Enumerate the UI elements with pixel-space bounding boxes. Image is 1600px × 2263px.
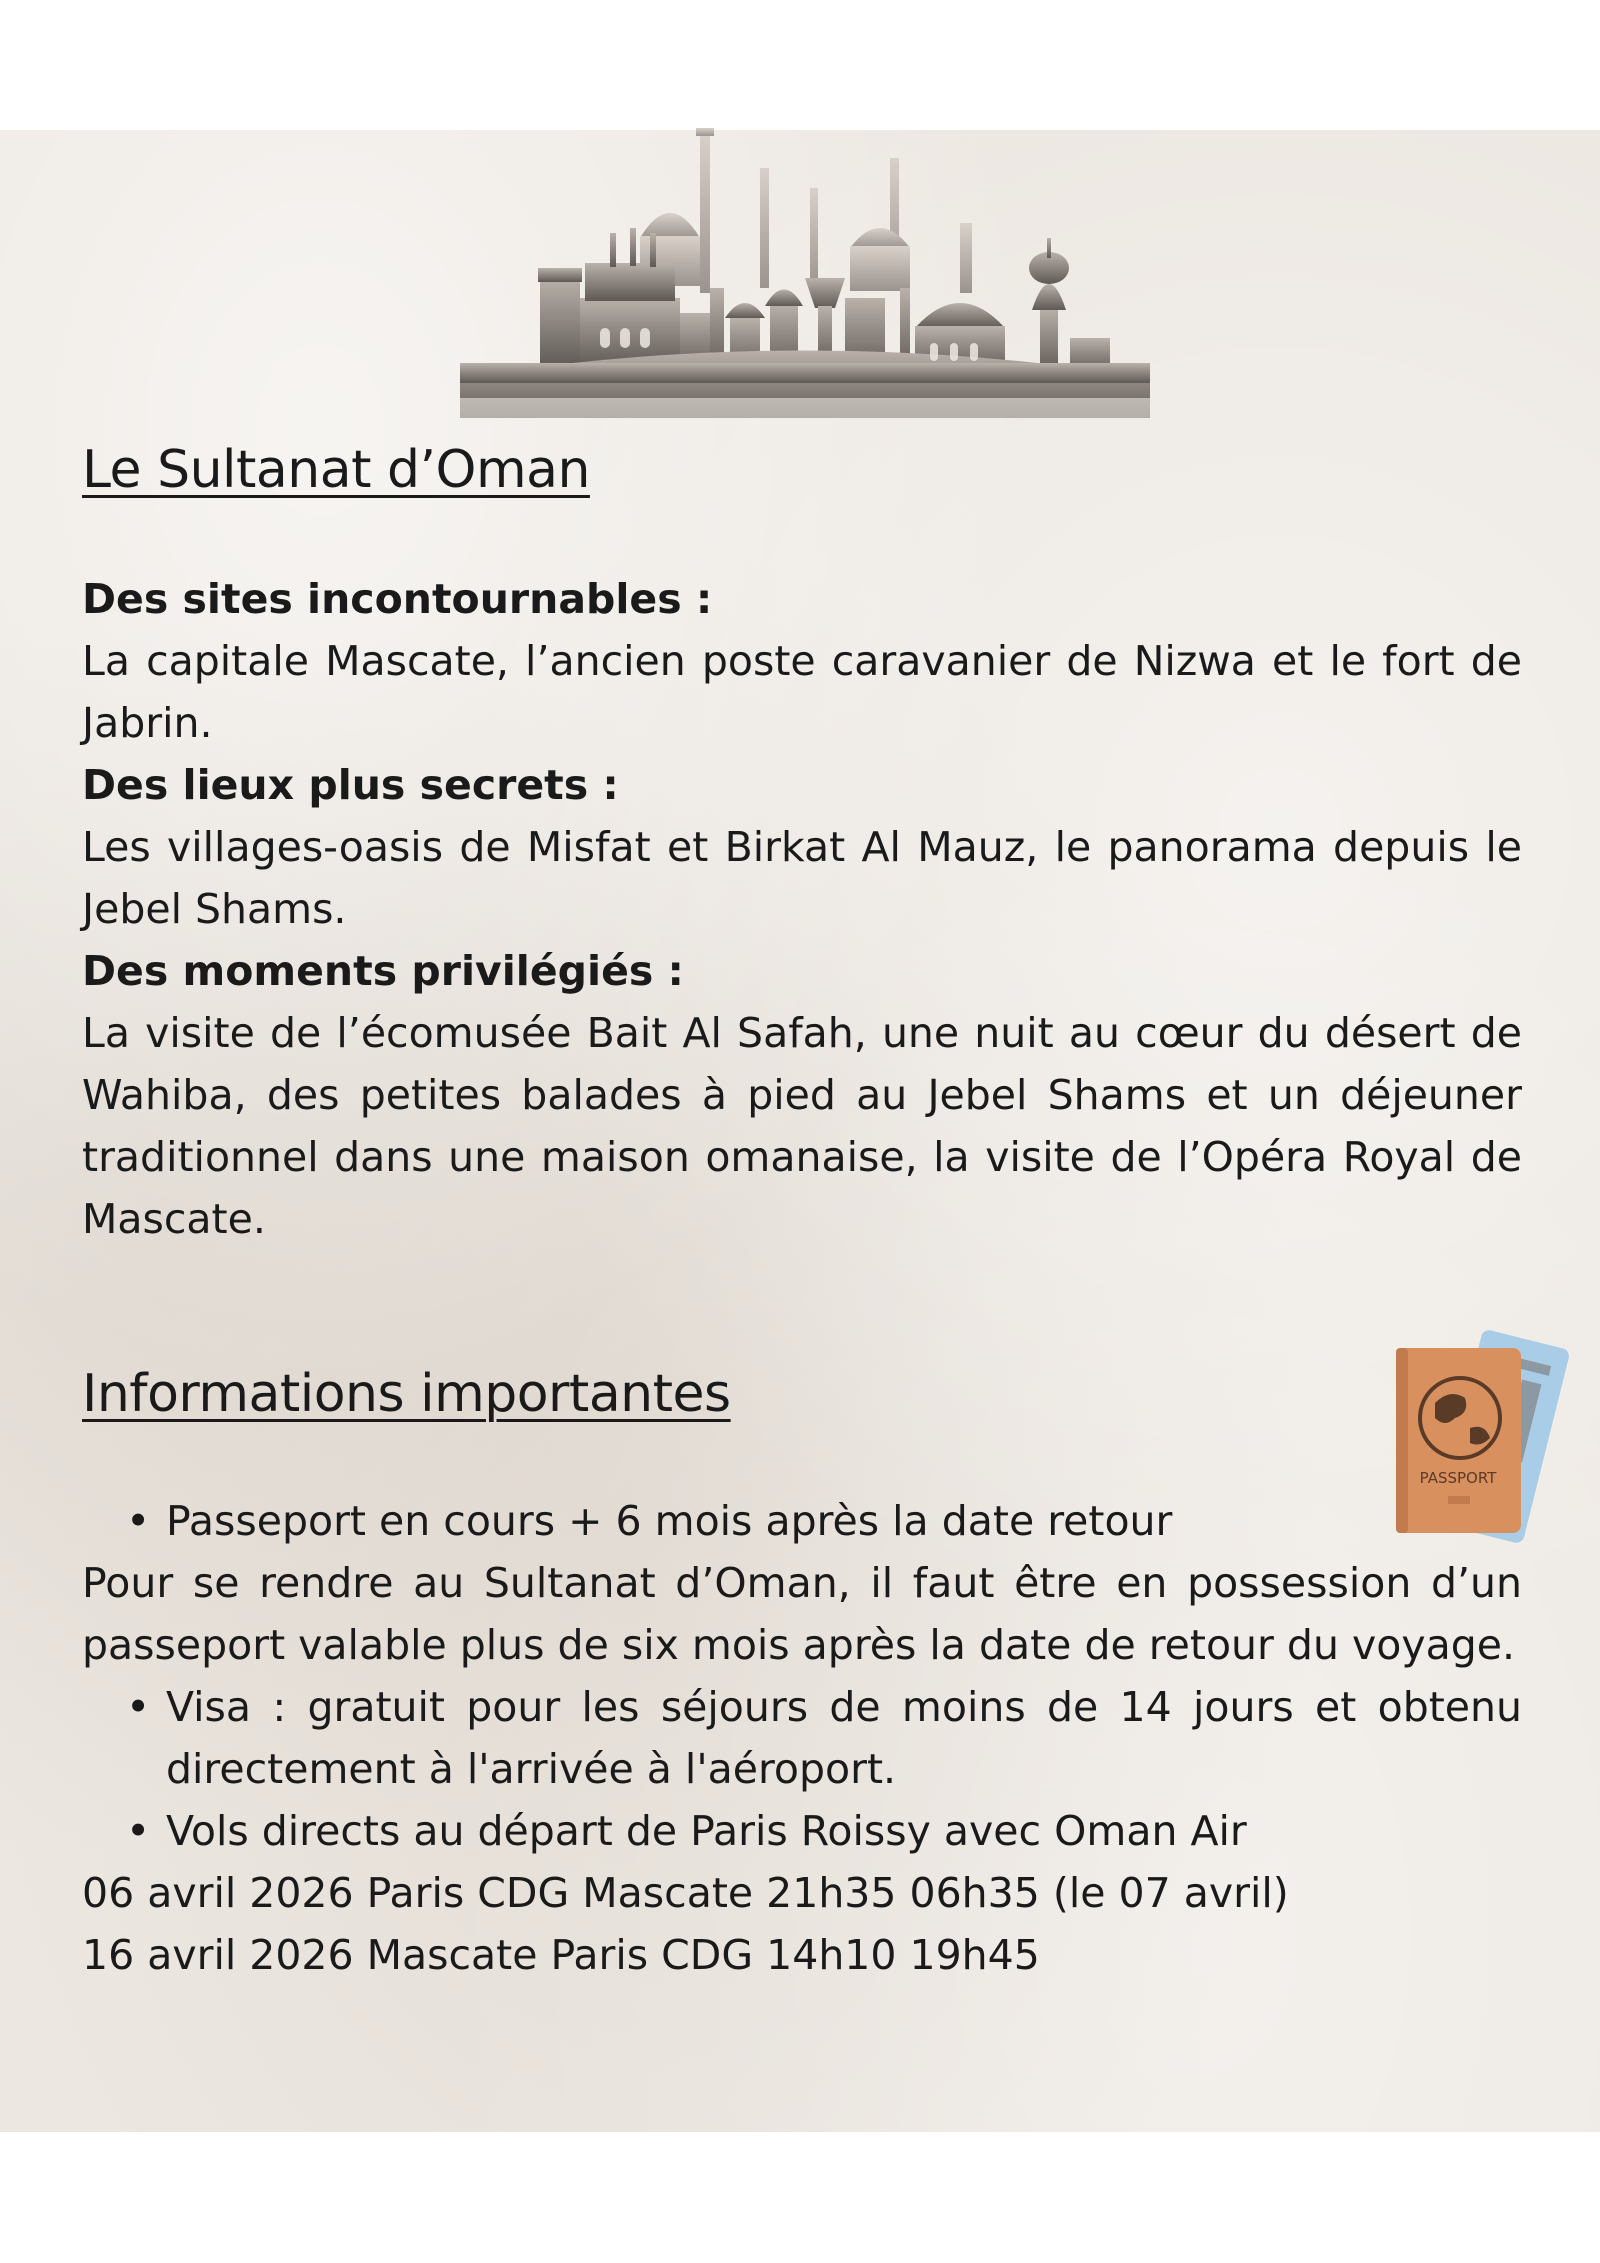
heading-moments: Des moments privilégiés : bbox=[82, 947, 684, 995]
text-moments: La visite de l’écomusée Bait Al Safah, une nuit au cœur du désert de Wahiba, des petites balades à pied au Jebel Shams et un déjeuner traditionnel dans une maison omanaise, la visite de l’Opéra Royal de Mascate. bbox=[82, 1009, 1522, 1243]
bullet-icon: • bbox=[126, 1807, 151, 1855]
passport-icon bbox=[1390, 1318, 1570, 1548]
section-oman bbox=[82, 440, 1522, 500]
heading-sites: Des sites incontournables : bbox=[82, 575, 713, 623]
list-item-visa bbox=[82, 1676, 1522, 1800]
text-passport-details: Pour se rendre au Sultanat d’Oman, il faut être en possession d’un passeport valable plus de six mois après la date de retour du voyage. bbox=[82, 1559, 1522, 1669]
info-list-2 bbox=[82, 1676, 1522, 1862]
text-secret-places: Les villages-oasis de Misfat et Birkat Al Mauz, le panorama depuis le Jebel Shams. bbox=[82, 823, 1522, 933]
section-info bbox=[82, 1364, 1522, 1424]
text-sites: La capitale Mascate, l’ancien poste caravanier de Nizwa et le fort de Jabrin. bbox=[82, 637, 1522, 747]
bullet-visa-text: Visa : gratuit pour les séjours de moins de 14 jours et obtenu directement à l'arrivée à l'aéroport. bbox=[166, 1683, 1522, 1793]
bullet-flights-text: Vols directs au départ de Paris Roissy avec Oman Air bbox=[166, 1807, 1247, 1855]
info-block bbox=[82, 1490, 1522, 1986]
heading-secret-places: Des lieux plus secrets : bbox=[82, 761, 619, 809]
info-list-1 bbox=[82, 1490, 1522, 1552]
list-item-passport bbox=[82, 1490, 1522, 1552]
skyline-illustration bbox=[460, 128, 1150, 418]
bullet-passport-text: Passeport en cours + 6 mois après la date retour bbox=[166, 1497, 1173, 1545]
bullet-icon: • bbox=[126, 1497, 151, 1545]
highlights-block bbox=[82, 568, 1522, 1250]
section-title-info: Informations importantes bbox=[82, 1364, 731, 1424]
section-title-oman: Le Sultanat d’Oman bbox=[82, 440, 590, 500]
list-item-flights bbox=[82, 1800, 1522, 1862]
bullet-icon: • bbox=[126, 1683, 151, 1731]
passport-label: PASSPORT bbox=[1419, 1469, 1497, 1487]
flight-return: 16 avril 2026 Mascate Paris CDG 14h10 19h45 bbox=[82, 1931, 1040, 1979]
flight-outbound: 06 avril 2026 Paris CDG Mascate 21h35 06h35 (le 07 avril) bbox=[82, 1869, 1289, 1917]
